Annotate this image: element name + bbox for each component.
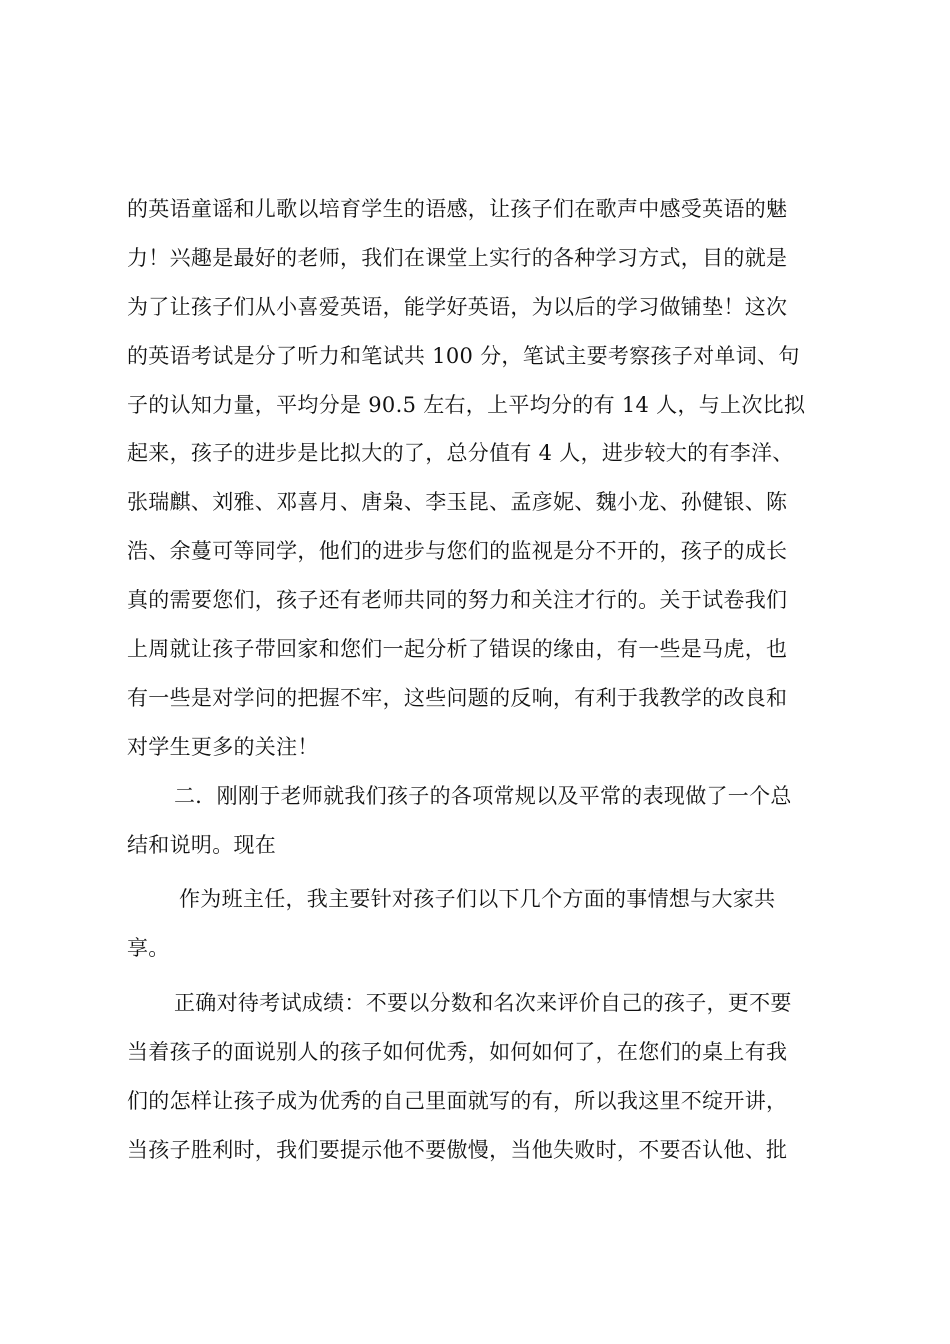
text-line: 子的认知力量，平均分是 90.5 左右，上平均分的有 14 人，与上次比拟 (127, 392, 806, 417)
paragraph-class-teacher-intro (127, 875, 831, 973)
text-line: 当孩子胜利时，我们要提示他不要傲慢，当他失败时，不要否认他、批 (127, 1137, 788, 1162)
text-line: 浩、余蔓可等同学，他们的进步与您们的监视是分不开的，孩子的成长 (127, 539, 788, 564)
text-line: 二．刚刚于老师就我们孩子的各项常规以及平常的表现做了一个总 (174, 783, 792, 808)
text-line: 享。 (127, 936, 170, 961)
text-line: 结和说明。现在 (127, 832, 277, 857)
text-line: 起来，孩子的进步是比拟大的了，总分值有 4 人，进步较大的有李洋、 (127, 441, 794, 466)
text-line: 作为班主任，我主要针对孩子们以下几个方面的事情想与大家共 (179, 887, 776, 912)
document-body (127, 185, 831, 1175)
text-line: 上周就让孩子带回家和您们一起分析了错误的缘由，有一些是马虎，也 (127, 637, 788, 662)
paragraph-english-exam-summary (127, 185, 831, 772)
text-line: 为了让孩子们从小喜爱英语，能学好英语，为以后的学习做铺垫！这次 (127, 294, 788, 319)
text-line: 有一些是对学问的把握不牢，这些问题的反响，有利于我教学的改良和 (127, 685, 788, 710)
text-line: 真的需要您们，孩子还有老师共同的努力和关注才行的。关于试卷我们 (127, 588, 788, 613)
text-line: 对学生更多的关注！ (127, 734, 319, 759)
text-line: 的英语童谣和儿歌以培育学生的语感，让孩子们在歌声中感受英语的魅 (127, 197, 788, 221)
text-line: 当着孩子的面说别人的孩子如何优秀，如何如何了，在您们的桌上有我 (127, 1040, 788, 1065)
paragraph-section-two (127, 772, 831, 870)
text-line: 正确对待考试成绩：不要以分数和名次来评价自己的孩子，更不要 (174, 991, 792, 1016)
text-line: 力！兴趣是最好的老师，我们在课堂上实行的各种学习方式，目的就是 (127, 245, 788, 270)
text-line: 们的怎样让孩子成为优秀的自己里面就写的有，所以我这里不绽开讲， (127, 1089, 788, 1114)
paragraph-exam-attitude (127, 979, 831, 1175)
text-line: 张瑞麒、刘雅、邓喜月、唐枭、李玉昆、孟彦妮、魏小龙、孙健银、陈 (127, 490, 788, 515)
text-line: 的英语考试是分了听力和笔试共 100 分，笔试主要考察孩子对单词、句 (127, 343, 800, 368)
